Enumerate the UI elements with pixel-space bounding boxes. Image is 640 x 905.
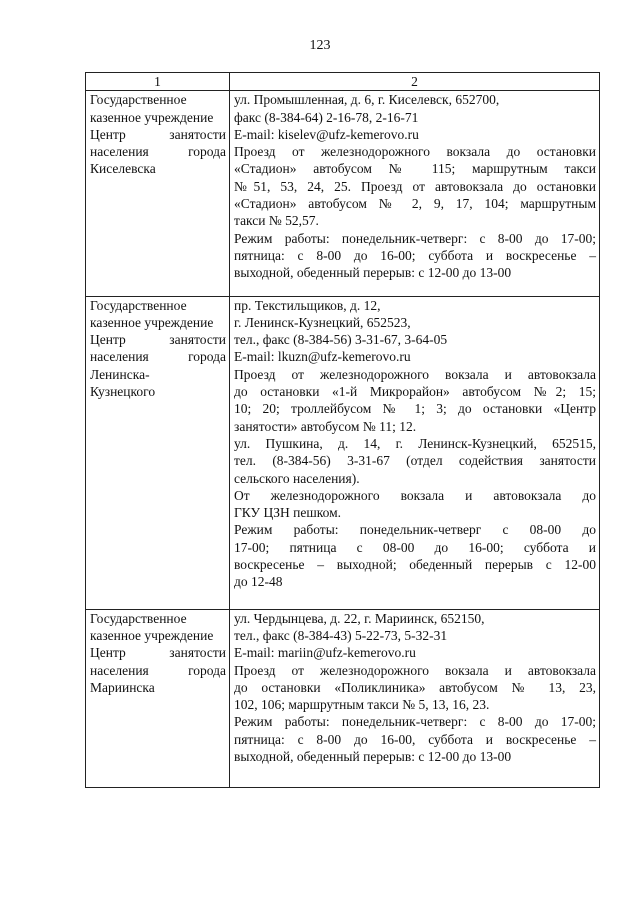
organization-name-line: Киселевска: [90, 161, 156, 177]
organization-name-line: Мариинска: [90, 679, 155, 695]
contact-info-line: тел., факс (8-384-56) 3-31-67, 3-64-05: [234, 332, 448, 348]
contact-info-line: 102, 106; маршрутным такси № 5, 13, 16, 23.: [234, 697, 490, 713]
contact-info-line: «Стадион» автобусом № 2, 9, 17, 104; маршрутным: [234, 196, 596, 212]
organization-name-line: населения города: [90, 144, 226, 160]
table-header-row: [86, 73, 600, 91]
contact-info-cell: [230, 609, 600, 788]
organization-name-line: населения города: [90, 349, 226, 365]
organization-name-line: Ленинска-: [90, 366, 150, 382]
contact-info-line: тел. (8-384-56) 3-31-67 (отдел содействия занятости: [234, 453, 596, 469]
contact-info-line: сельского населения).: [234, 470, 360, 486]
contact-info-line: выходной, обеденный перерыв: с 12-00 до 13-00: [234, 265, 512, 281]
contact-info-line: г. Ленинск-Кузнецкий, 652523,: [234, 314, 411, 330]
contact-info-line: E-mail: lkuzn@ufz-kemerovo.ru: [234, 349, 411, 365]
organization-name-line: Центр занятости: [90, 645, 226, 661]
organization-name-line: населения города: [90, 662, 226, 678]
column-header-1: 1: [86, 73, 230, 91]
contact-info-line: пятница: с 8-00 до 16-00, суббота и воскресенье –: [234, 731, 596, 747]
organization-name-line: Центр занятости: [90, 332, 226, 348]
column-header-2: 2: [230, 73, 600, 91]
organization-name-line: Центр занятости: [90, 126, 226, 142]
contact-info-line: Проезд от железнодорожного вокзала до остановки: [234, 144, 596, 160]
contact-info-line: до 12-48: [234, 574, 283, 590]
contact-info-line: пр. Текстильщиков, д. 12,: [234, 297, 381, 313]
contact-info-line: выходной, обеденный перерыв: с 12-00 до 13-00: [234, 748, 512, 764]
organization-cell: [86, 296, 230, 609]
contact-info-line: ул. Пушкина, д. 14, г. Ленинск-Кузнецкий, 652515,: [234, 435, 596, 451]
table-row: [86, 296, 600, 609]
page-number: 123: [309, 38, 331, 53]
table-row: [86, 609, 600, 788]
organization-name-line: Кузнецкого: [90, 384, 156, 400]
table-row: [86, 91, 600, 296]
contact-info-line: занятости» автобусом № 11; 12.: [234, 418, 417, 434]
organization-name-line: казенное учреждение: [90, 314, 214, 330]
contact-info-line: такси № 52,57.: [234, 213, 319, 229]
contact-info-line: ГКУ ЦЗН пешком.: [234, 505, 342, 521]
organization-name-line: Государственное: [90, 92, 187, 108]
organization-name-line: Государственное: [90, 610, 187, 626]
contact-info-line: №51, 53, 24, 25. Проезд от автовокзала до остановки: [234, 178, 596, 194]
contact-info-line: Проезд от железнодорожного вокзала и автовокзала: [234, 366, 596, 382]
contact-info-line: «Стадион» автобусом № 115; маршрутным такси: [234, 161, 596, 177]
employment-centers-table: [85, 72, 600, 788]
contact-info-line: 17-00; пятница с 08-00 до 16-00; суббота и: [234, 539, 596, 555]
contact-info-line: ул. Промышленная, д. 6, г. Киселевск, 652700,: [234, 92, 500, 108]
contact-info-cell: [230, 296, 600, 609]
contact-info-line: Проезд от железнодорожного вокзала и автовокзала: [234, 662, 596, 678]
contact-info-line: пятница: с 8-00 до 16-00; суббота и воскресенье –: [234, 247, 596, 263]
contact-info-cell: [230, 91, 600, 296]
organization-name-line: Государственное: [90, 297, 187, 313]
contact-info-line: Режим работы: понедельник-четверг: с 8-00 до 17-00;: [234, 714, 596, 730]
contact-info-line: E-mail: mariin@ufz-kemerovo.ru: [234, 645, 416, 661]
organization-cell: [86, 91, 230, 296]
organization-cell: [86, 609, 230, 788]
contact-info-line: Режим работы: понедельник-четверг: с 8-00 до 17-00;: [234, 230, 596, 246]
contact-info-line: факс (8-384-64) 2-16-78, 2-16-71: [234, 109, 419, 125]
contact-info-line: 10; 20; троллейбусом № 1; 3; до остановки «Центр: [234, 401, 596, 417]
contact-info-line: E-mail: kiselev@ufz-kemerovo.ru: [234, 126, 419, 142]
contact-info-line: Режим работы: понедельник-четверг с 08-00 до: [234, 522, 596, 538]
contact-info-line: до остановки «1-й Микрорайон» автобусом №2; 15;: [234, 384, 596, 400]
contact-info-line: ул. Чердынцева, д. 22, г. Мариинск, 652150,: [234, 610, 485, 626]
organization-name-line: казенное учреждение: [90, 109, 214, 125]
contact-info-line: От железнодорожного вокзала и автовокзала до: [234, 487, 596, 503]
contact-info-line: воскресенье – выходной; обеденный перерыв с 12-00: [234, 557, 596, 573]
contact-info-line: тел., факс (8-384-43) 5-22-73, 5-32-31: [234, 627, 448, 643]
contact-info-line: до остановки «Поликлиника» автобусом № 13, 23,: [234, 679, 596, 695]
organization-name-line: казенное учреждение: [90, 627, 214, 643]
